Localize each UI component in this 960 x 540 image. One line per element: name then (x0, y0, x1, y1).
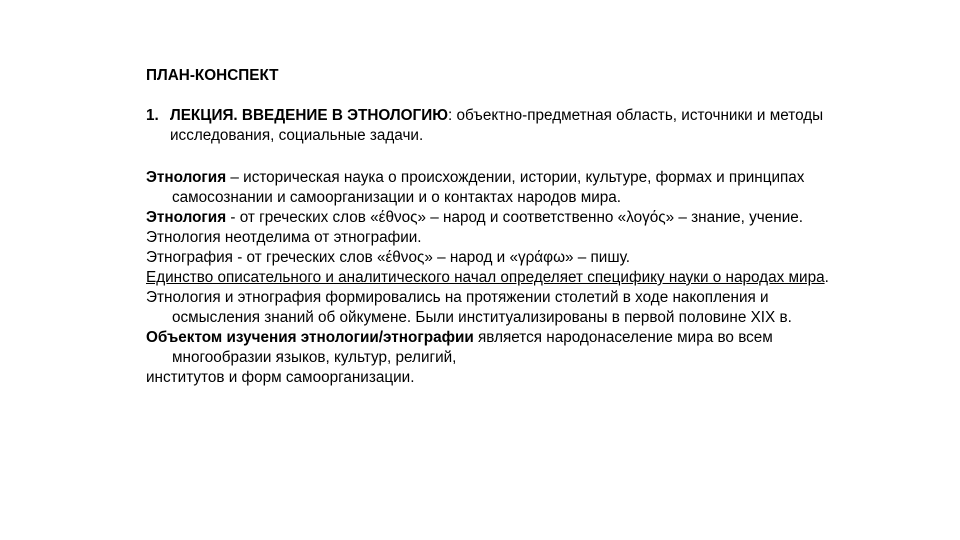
lecture-number: 1. (146, 107, 159, 124)
slide-content (146, 66, 846, 388)
definition-text: – историческая наука о происхождении, истории, культуре, формах и принципах самосознании и самоорганизации и о контактах народов мира. (172, 169, 805, 206)
paragraph-inseparable: Этнология неотделима от этнографии. (146, 229, 422, 246)
object-text: является народонаселение мира во всем многообразии языков, культур, религий, (172, 329, 773, 366)
document-title: ПЛАН-КОНСПЕКТ (146, 67, 279, 84)
term-ethnology: Этнология (146, 209, 227, 226)
term-ethnology: Этнология (146, 169, 227, 186)
lecture-title: ЛЕКЦИЯ. ВВЕДЕНИЕ В ЭТНОЛОГИЮ (170, 107, 448, 124)
paragraph-history: Этнология и этнография формировались на протяжении столетий в ходе накопления и осмысления знаний об ойкумене. Были институализированы в первой половине XIX в. (146, 289, 792, 326)
paragraph-ethnography-etymology: Этнография - от греческих слов «έθνος» – народ и «γράφω» – пишу. (146, 249, 630, 266)
lecture-heading (170, 106, 846, 146)
lecture-heading-block (146, 106, 846, 146)
paragraph-unity (146, 268, 846, 288)
paragraph-period: . (824, 269, 829, 286)
underlined-statement: Единство описательного и аналитического начал определяет специфику науки о народах мира (146, 269, 825, 286)
definition-paragraph (146, 168, 846, 208)
etymology-paragraph (146, 208, 846, 228)
term-object: Объектом изучения этнологии/этнографии (146, 329, 474, 346)
lecture-subtitle: : объектно-предметная область, источники и методы исследования, социальные задачи. (170, 107, 824, 144)
paragraph-object (146, 328, 846, 368)
etymology-text: - от греческих слов «έθνος» – народ и соответственно «λογός» – знание, учение. (226, 209, 804, 226)
paragraph-institutions: институтов и форм самоорганизации. (146, 369, 415, 386)
